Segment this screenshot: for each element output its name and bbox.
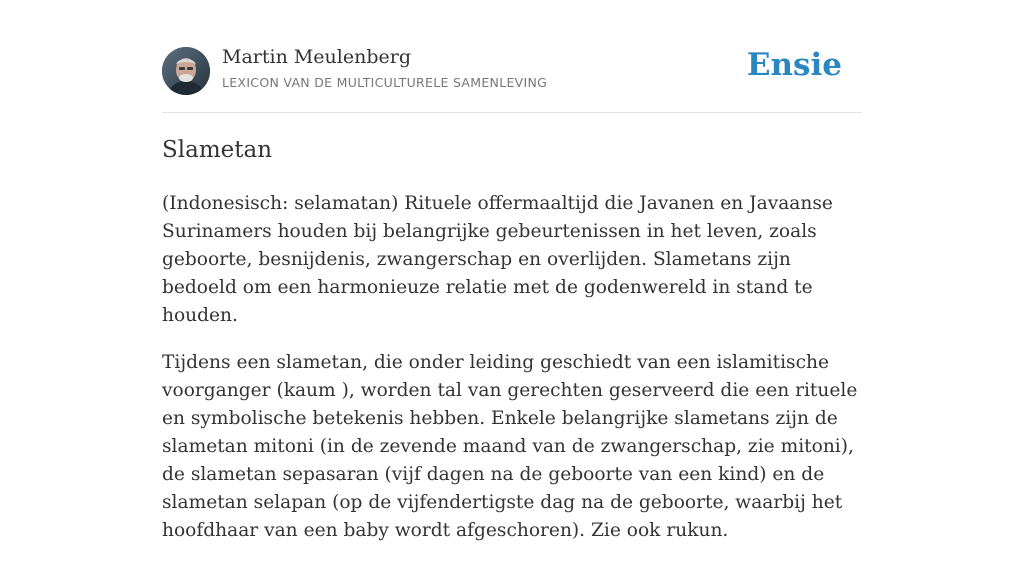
article-paragraph-2: Tijdens een slametan, die onder leiding geschiedt van een islamitische voorganger (kaum ), worden tal van gerechten geserveerd die een rituele en symbolische betekenis hebben. Enkele belangrijke slametans zijn de slametan mitoni (in de zevende maand van de zwangerschap, zie mitoni), de slametan sepasaran (vijf dagen na de geboorte van een kind) en de slametan selapan (op de vijfendertigste dag na de geboorte, waarbij het hoofdhaar van een baby wordt afgeschoren). Zie ook rukun. — [162, 352, 858, 541]
author-name[interactable]: Martin Meulenberg — [222, 46, 411, 68]
source-lexicon[interactable]: LEXICON VAN DE MULTICULTURELE SAMENLEVING — [222, 75, 548, 90]
author-avatar[interactable] — [162, 47, 210, 95]
page — [162, 0, 862, 541]
brand-logo[interactable]: Ensie — [746, 47, 842, 83]
article-paragraph-1: (Indonesisch: selamatan) Rituele offermaaltijd die Javanen en Javaanse Surinamers houden bij belangrijke gebeurtenissen in het leven, zoals geboorte, besnijdenis, zwangerschap en overlijden. Slametans zijn bedoeld om een harmonieuze relatie met de godenwereld in stand te houden. — [162, 193, 833, 326]
article-body — [162, 190, 862, 564]
avatar-photo-icon — [162, 47, 210, 95]
article-header — [162, 0, 862, 113]
article-title: Slametan — [162, 137, 273, 163]
